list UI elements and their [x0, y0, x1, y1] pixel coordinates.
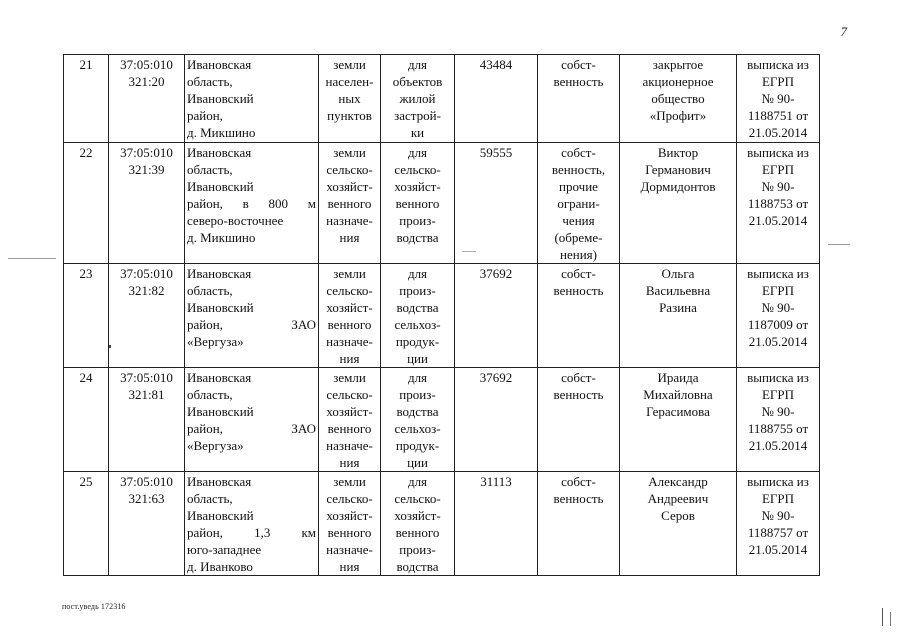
cell-address-line: Ивановская: [187, 474, 252, 489]
cell-cadastral-number: [109, 472, 185, 576]
cell-address-line: область,: [187, 491, 233, 506]
cell-area-value: 59555: [479, 145, 513, 160]
cell-area-value: 31113: [480, 474, 512, 489]
address-word: м: [307, 196, 316, 211]
cell-permitted-use-line: произ-: [399, 542, 436, 557]
cell-land-category-line: сельско-: [326, 491, 373, 506]
cell-document-line: 21.05.2014: [748, 213, 808, 228]
cell-address-line: Ивановский: [187, 91, 254, 106]
cell-address: [185, 264, 319, 368]
cell-owner-line: Васильевна: [645, 283, 711, 298]
cell-address: [185, 368, 319, 472]
cell-address-line: область,: [187, 283, 233, 298]
cell-permitted-use-line: водства: [396, 300, 439, 315]
cell-number: [64, 143, 109, 264]
cell-address-line: Ивановская: [187, 145, 252, 160]
cell-owner-line: общество: [651, 91, 705, 106]
address-word: район,: [187, 196, 223, 211]
cell-document-line: 21.05.2014: [748, 438, 808, 453]
cell-area-value: 37692: [479, 266, 513, 281]
cell-owner: [620, 472, 737, 576]
cell-permitted-use-line: ции: [407, 455, 428, 470]
cell-permitted-use-line: произ-: [399, 283, 436, 298]
cell-land-category-line: назначе-: [326, 438, 373, 453]
cell-land-category-line: земли: [333, 57, 366, 72]
address-word: ЗАО: [291, 317, 316, 332]
cell-land-category-line: пунктов: [327, 108, 372, 123]
cell-permitted-use-line: произ-: [399, 213, 436, 228]
table-row: [64, 55, 820, 143]
cell-document-line: 1188757 от: [747, 525, 809, 540]
cell-owner-line: Дормидонтов: [640, 179, 716, 194]
cell-number: [64, 368, 109, 472]
cell-permitted-use-line: для: [407, 474, 428, 489]
cell-right-type-line: собст-: [561, 370, 596, 385]
cell-owner-line: Разина: [659, 300, 697, 315]
cell-number-value: 22: [79, 145, 93, 160]
cell-document-line: 21.05.2014: [748, 542, 808, 557]
cell-document-line: ЕГРП: [761, 74, 795, 89]
cell-document-line: № 90-: [761, 300, 795, 315]
cell-document-line: выписка из: [747, 266, 809, 281]
cell-permitted-use-line: водства: [396, 559, 439, 574]
cell-document-line: выписка из: [747, 370, 809, 385]
cell-right-type-line: венность: [553, 74, 604, 89]
address-word: район,: [187, 525, 223, 540]
cell-document: [737, 368, 820, 472]
cell-permitted-use-line: для: [407, 266, 428, 281]
cell-right-type-line: собст-: [561, 474, 596, 489]
cell-owner-line: Серов: [661, 508, 695, 523]
cell-owner-line: Герасимова: [646, 404, 710, 419]
cell-document-line: ЕГРП: [761, 491, 795, 506]
cell-address-line: «Вергуза»: [187, 438, 244, 453]
cell-document: [737, 55, 820, 143]
cell-area: [455, 368, 538, 472]
cell-permitted-use-line: ки: [410, 125, 425, 140]
cell-number: [64, 264, 109, 368]
cell-cadastral-number: [109, 143, 185, 264]
table-row: [64, 472, 820, 576]
cell-document: [737, 264, 820, 368]
scan-artifact-bar: [890, 612, 891, 626]
cell-permitted-use-line: для: [407, 145, 428, 160]
cell-permitted-use: [381, 55, 455, 143]
cell-document-line: № 90-: [761, 508, 795, 523]
cell-permitted-use-line: произ-: [399, 387, 436, 402]
cell-address-line: Ивановская: [187, 370, 252, 385]
cell-address-line: северо-восточнее: [187, 213, 284, 228]
cell-cadastral-number-line: 321:20: [128, 74, 165, 89]
cell-owner-line: закрытое: [652, 57, 704, 72]
address-word: 800: [268, 196, 289, 211]
cell-permitted-use: [381, 368, 455, 472]
cell-area: [455, 472, 538, 576]
cell-cadastral-number-line: 37:05:010: [120, 145, 173, 160]
cell-number: [64, 472, 109, 576]
cell-address: [185, 472, 319, 576]
cell-address-line: область,: [187, 162, 233, 177]
cell-land-category: [319, 55, 381, 143]
cell-address-line: область,: [187, 74, 233, 89]
cell-owner-line: Ираида: [657, 370, 699, 385]
address-word: район,: [187, 421, 223, 436]
cell-owner-line: Германович: [645, 162, 711, 177]
cell-cadastral-number-line: 37:05:010: [120, 474, 173, 489]
cell-cadastral-number-line: 321:81: [128, 387, 165, 402]
cell-land-category-line: венного: [327, 196, 372, 211]
cell-land-category-line: венного: [327, 317, 372, 332]
cell-land-category: [319, 264, 381, 368]
cell-permitted-use-line: для: [407, 57, 428, 72]
cell-right-type-line: нения): [560, 247, 597, 262]
cell-land-category-line: хозяйст-: [326, 179, 373, 194]
cell-document-line: ЕГРП: [761, 162, 795, 177]
cell-address-line: Ивановский: [187, 508, 254, 523]
cell-cadastral-number-line: 321:63: [128, 491, 165, 506]
cell-address-line: Ивановский: [187, 404, 254, 419]
cell-document-line: выписка из: [747, 57, 809, 72]
cell-land-category-line: ных: [338, 91, 361, 106]
cell-permitted-use-line: сельско-: [394, 162, 441, 177]
cell-address-line: район,: [187, 108, 223, 123]
scan-artifact-bar: [882, 608, 883, 626]
cell-number-value: 23: [79, 266, 93, 281]
table-row: [64, 264, 820, 368]
cell-document-line: выписка из: [747, 145, 809, 160]
cell-address-line: [187, 420, 316, 437]
cell-document: [737, 143, 820, 264]
cell-number: [64, 55, 109, 143]
cell-land-category-line: ния: [339, 559, 360, 574]
cell-permitted-use-line: сельхоз-: [394, 317, 441, 332]
cell-land-category-line: венного: [327, 525, 372, 540]
cell-right-type-line: ограни-: [557, 196, 600, 211]
address-word: км: [301, 525, 316, 540]
cell-land-category-line: ния: [339, 230, 360, 245]
cell-area-value: 43484: [479, 57, 513, 72]
cell-land-category-line: назначе-: [326, 334, 373, 349]
cell-right-type-line: (обреме-: [554, 230, 603, 245]
address-word: 1,3: [254, 525, 271, 540]
cell-permitted-use-line: ции: [407, 351, 428, 366]
cell-address-line: юго-западнее: [187, 542, 262, 557]
page-number-mark: 7: [840, 24, 847, 39]
cell-land-category-line: земли: [333, 474, 366, 489]
land-registry-table: [63, 54, 820, 576]
cell-number-value: 24: [79, 370, 93, 385]
cell-area: [455, 55, 538, 143]
cell-permitted-use-line: хозяйст-: [394, 508, 441, 523]
cell-document-line: 1188753 от: [747, 196, 809, 211]
cell-cadastral-number-line: 321:82: [128, 283, 165, 298]
cell-address-line: [187, 524, 316, 541]
cell-land-category-line: земли: [333, 370, 366, 385]
cell-address-line: Ивановский: [187, 179, 254, 194]
cell-right-type-line: собст-: [561, 57, 596, 72]
cell-permitted-use-line: для: [407, 370, 428, 385]
cell-land-category-line: хозяйст-: [326, 508, 373, 523]
cell-right-type-line: венность: [553, 387, 604, 402]
cell-document: [737, 472, 820, 576]
cell-land-category-line: ния: [339, 351, 360, 366]
cell-right-type-line: венность: [553, 491, 604, 506]
cell-document-line: выписка из: [747, 474, 809, 489]
address-word: ЗАО: [291, 421, 316, 436]
cell-owner-line: акционерное: [642, 74, 714, 89]
cell-cadastral-number-line: 321:39: [128, 162, 165, 177]
cell-land-category-line: земли: [333, 266, 366, 281]
scan-artifact-line: [8, 258, 56, 259]
cell-permitted-use-line: венного: [395, 525, 440, 540]
cell-land-category: [319, 368, 381, 472]
cell-owner-line: Михайловна: [643, 387, 713, 402]
cell-right-type: [538, 472, 620, 576]
cell-area: [455, 264, 538, 368]
cell-cadastral-number-line: 37:05:010: [120, 370, 173, 385]
cell-right-type: [538, 143, 620, 264]
footer-document-code: пост.уведь 172316: [62, 602, 126, 611]
cell-address-line: область,: [187, 387, 233, 402]
cell-document-line: № 90-: [761, 404, 795, 419]
cell-permitted-use-line: жилой: [399, 91, 436, 106]
cell-right-type: [538, 55, 620, 143]
cell-right-type-line: собст-: [561, 266, 596, 281]
cell-permitted-use-line: водства: [396, 404, 439, 419]
cell-land-category-line: венного: [327, 421, 372, 436]
cell-address-line: д. Микшино: [187, 125, 256, 140]
cell-area: [455, 143, 538, 264]
cell-right-type: [538, 368, 620, 472]
cell-cadastral-number: [109, 55, 185, 143]
cell-permitted-use: [381, 264, 455, 368]
cell-owner-line: Виктор: [657, 145, 699, 160]
cell-permitted-use: [381, 472, 455, 576]
cell-permitted-use-line: сельхоз-: [394, 421, 441, 436]
cell-address: [185, 55, 319, 143]
cell-land-category-line: сельско-: [326, 162, 373, 177]
cell-land-category: [319, 472, 381, 576]
cell-cadastral-number: [109, 368, 185, 472]
cell-permitted-use: [381, 143, 455, 264]
cell-area-value: 37692: [479, 370, 513, 385]
cell-document-line: 1187009 от: [747, 317, 809, 332]
cell-permitted-use-line: хозяйст-: [394, 179, 441, 194]
table-row: [64, 143, 820, 264]
cell-permitted-use-line: объектов: [392, 74, 443, 89]
cell-address-line: д. Иванково: [187, 559, 253, 574]
cell-address-line: [187, 316, 316, 333]
cell-land-category-line: ния: [339, 455, 360, 470]
cell-document-line: № 90-: [761, 179, 795, 194]
address-word: в: [242, 196, 249, 211]
cell-owner: [620, 55, 737, 143]
cell-owner-line: «Профит»: [649, 108, 707, 123]
scan-artifact-line: [828, 244, 850, 245]
cell-permitted-use-line: продук-: [395, 334, 440, 349]
cell-address-line: «Вергуза»: [187, 334, 244, 349]
address-word: район,: [187, 317, 223, 332]
cell-right-type-line: чения: [562, 213, 595, 228]
cell-land-category-line: назначе-: [326, 542, 373, 557]
cell-document-line: № 90-: [761, 91, 795, 106]
cell-document-line: ЕГРП: [761, 387, 795, 402]
cell-document-line: ЕГРП: [761, 283, 795, 298]
table-row: [64, 368, 820, 472]
cell-land-category-line: земли: [333, 145, 366, 160]
cell-permitted-use-line: сельско-: [394, 491, 441, 506]
cell-permitted-use-line: застрой-: [394, 108, 441, 123]
cell-land-category: [319, 143, 381, 264]
cell-cadastral-number-line: 37:05:010: [120, 266, 173, 281]
cell-land-category-line: хозяйст-: [326, 300, 373, 315]
cell-cadastral-number-line: 37:05:010: [120, 57, 173, 72]
cell-owner: [620, 264, 737, 368]
cell-permitted-use-line: продук-: [395, 438, 440, 453]
cell-land-category-line: сельско-: [326, 283, 373, 298]
cell-document-line: 21.05.2014: [748, 125, 808, 140]
cell-number-value: 21: [79, 57, 93, 72]
cell-document-line: 1188755 от: [747, 421, 809, 436]
cell-right-type-line: венность,: [551, 162, 606, 177]
cell-right-type-line: венность: [553, 283, 604, 298]
cell-address-line: Ивановская: [187, 266, 252, 281]
cell-right-type: [538, 264, 620, 368]
cell-owner-line: Ольга: [661, 266, 695, 281]
cell-owner-line: Александр: [648, 474, 708, 489]
cell-land-category-line: назначе-: [326, 213, 373, 228]
cell-cadastral-number: [109, 264, 185, 368]
cell-owner: [620, 143, 737, 264]
table-body: [64, 55, 820, 576]
cell-land-category-line: сельско-: [326, 387, 373, 402]
cell-document-line: 1188751 от: [747, 108, 809, 123]
cell-land-category-line: населен-: [325, 74, 374, 89]
cell-right-type-line: собст-: [561, 145, 596, 160]
cell-permitted-use-line: венного: [395, 196, 440, 211]
cell-owner-line: Андреевич: [647, 491, 709, 506]
cell-address: [185, 143, 319, 264]
cell-address-line: Ивановская: [187, 57, 252, 72]
cell-address-line: Ивановский: [187, 300, 254, 315]
cell-document-line: 21.05.2014: [748, 334, 808, 349]
cell-owner: [620, 368, 737, 472]
cell-right-type-line: прочие: [559, 179, 598, 194]
cell-number-value: 25: [79, 474, 93, 489]
cell-land-category-line: хозяйст-: [326, 404, 373, 419]
cell-permitted-use-line: водства: [396, 230, 439, 245]
cell-address-line: [187, 195, 316, 212]
cell-address-line: д. Микшино: [187, 230, 256, 245]
